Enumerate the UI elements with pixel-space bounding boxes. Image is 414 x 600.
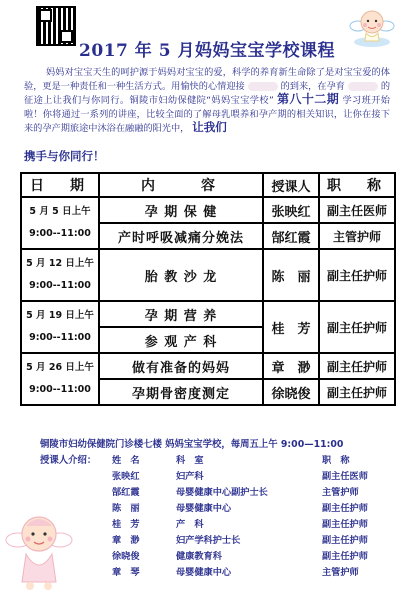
table-header-row xyxy=(21,173,395,197)
table-row xyxy=(21,249,395,301)
header-content: 内 容 xyxy=(99,173,263,197)
teacher-name: 章 渺 xyxy=(263,353,319,379)
session-date xyxy=(21,249,99,301)
staff-header-title: 职 称 xyxy=(322,455,350,466)
staff-dept: 妇产科 xyxy=(176,471,204,482)
header-date: 日 期 xyxy=(21,173,99,197)
teacher-title: 主管护师 xyxy=(319,223,395,249)
teacher-title: 副主任医师 xyxy=(319,197,395,223)
staff-dept: 健康教育科 xyxy=(176,551,222,562)
staff-title: 主管护师 xyxy=(322,567,359,578)
staff-name: 徐晓俊 xyxy=(112,551,140,562)
cta-inline: 让我们 xyxy=(192,120,227,135)
staff-dept: 母婴健康中心 xyxy=(176,567,232,578)
schedule-table xyxy=(20,172,396,406)
time-text: 9:00--11:00 xyxy=(29,384,91,395)
staff-name: 章 渺 xyxy=(112,535,140,546)
session-date xyxy=(21,301,99,353)
session-date xyxy=(21,197,99,249)
staff-intro-label: 授课人介绍： xyxy=(40,455,97,466)
table-row xyxy=(21,353,395,379)
cta-text: 携手与你同行！ xyxy=(24,149,105,163)
intro-text-3: 的征途上让我们与你同行。铜陵市妇幼保健院“妈妈宝宝学校” xyxy=(24,80,391,107)
staff-name: 桂 芳 xyxy=(112,519,140,530)
intro-paragraph xyxy=(24,66,390,136)
course-name: 做有准备的妈妈 xyxy=(99,353,263,379)
date-text: 5 月 12 日上午 xyxy=(26,258,94,269)
staff-title: 副主任医师 xyxy=(322,471,368,482)
staff-name: 章 琴 xyxy=(112,567,140,578)
staff-header-row xyxy=(0,452,414,466)
staff-title: 主管护师 xyxy=(322,487,359,498)
intro-text-1: 妈妈对宝宝天生的呵护源于妈妈对宝宝的爱，科学的养育新生命除了是对宝宝爱的体验，更是一种责任和一种生活方式。用愉快的心情迎接 xyxy=(24,67,390,92)
course-name: 胎 教 沙 龙 xyxy=(99,249,263,301)
time-text: 9:00--11:00 xyxy=(29,280,91,291)
teacher-name: 桂 芳 xyxy=(263,301,319,353)
staff-title: 副主任护师 xyxy=(322,503,368,514)
staff-name: 张映红 xyxy=(112,471,140,482)
teacher-name: 张映红 xyxy=(263,197,319,223)
header-teacher: 授课人 xyxy=(263,173,319,197)
staff-title: 副主任护师 xyxy=(322,551,368,562)
teacher-name: 陈 丽 xyxy=(263,249,319,301)
baby-placeholder xyxy=(348,82,378,91)
teacher-name: 徐晓俊 xyxy=(263,379,319,405)
teacher-title: 副主任护师 xyxy=(319,301,395,353)
staff-title: 副主任护师 xyxy=(322,535,368,546)
page-title: 2017 年 5 月妈妈宝宝学校课程 xyxy=(79,41,335,61)
course-name: 孕期骨密度测定 xyxy=(99,379,263,405)
baby-placeholder xyxy=(248,82,278,91)
staff-title: 副主任护师 xyxy=(322,519,368,530)
date-text: 5 月 5 日上午 xyxy=(29,206,91,217)
teacher-name: 郜红霞 xyxy=(263,223,319,249)
staff-dept: 母婴健康中心副护士长 xyxy=(176,487,268,498)
teacher-title: 副主任护师 xyxy=(319,353,395,379)
course-name: 孕 期 保 健 xyxy=(99,197,263,223)
issue-highlight: 第八十二期 xyxy=(277,92,340,107)
header-title: 职 称 xyxy=(319,173,395,197)
date-text: 5 月 26 日上午 xyxy=(26,362,94,373)
course-name: 产时呼吸减痛分娩法 xyxy=(99,223,263,249)
intro-text-2: 的到来，在孕育 xyxy=(280,80,345,92)
staff-name: 郜红霞 xyxy=(112,487,140,498)
staff-header-name: 姓 名 xyxy=(112,455,140,466)
course-name: 孕 期 营 养 xyxy=(99,301,263,327)
location-line: 铜陵市妇幼保健院门诊楼七楼 妈妈宝宝学校，每周五上午 9:00—11:00 xyxy=(40,439,344,450)
table-row xyxy=(21,197,395,223)
session-date xyxy=(21,353,99,405)
table-row xyxy=(21,301,395,327)
time-text: 9:00--11:00 xyxy=(29,332,91,343)
teacher-title: 副主任护师 xyxy=(319,249,395,301)
teacher-title: 副主任护师 xyxy=(319,379,395,405)
staff-dept: 产 科 xyxy=(176,519,204,530)
list-item xyxy=(0,484,414,498)
staff-dept: 母婴健康中心 xyxy=(176,503,232,514)
date-text: 5 月 19 日上午 xyxy=(26,310,94,321)
course-name: 参 观 产 科 xyxy=(99,327,263,353)
staff-name: 陈 丽 xyxy=(112,503,140,514)
list-item xyxy=(0,468,414,482)
staff-dept: 妇产学科护士长 xyxy=(176,535,241,546)
time-text: 9:00--11:00 xyxy=(29,228,91,239)
intro-text-4: 学习班开始啦！你将通过一系列的讲座，比较全面的了解母乳喂养和孕产期的相关知识，让你在接下来的孕产期旅途中沐浴在融融的阳光中， xyxy=(24,95,390,135)
baby-angel-icon xyxy=(4,506,74,592)
staff-header-dept: 科 室 xyxy=(176,455,204,466)
